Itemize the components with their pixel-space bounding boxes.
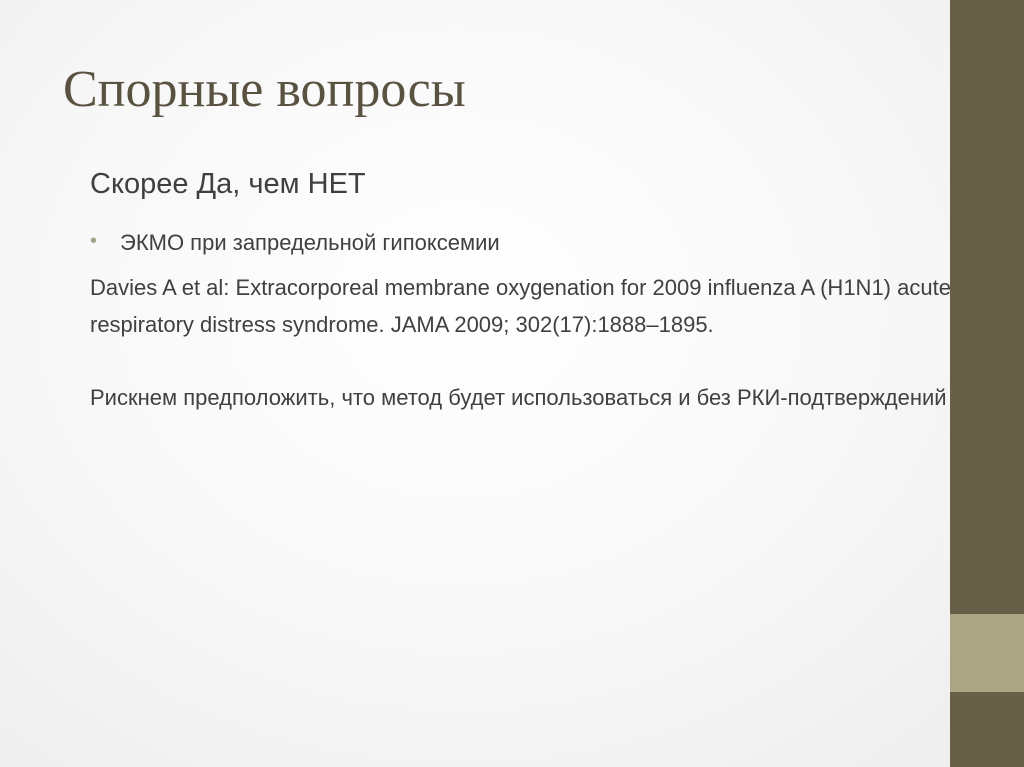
side-decoration-accent <box>950 614 1024 692</box>
bullet-icon: • <box>90 229 98 252</box>
slide-body <box>90 167 950 416</box>
slide-title: Спорные вопросы <box>63 61 466 118</box>
bullet-item <box>90 229 950 258</box>
slide-subtitle: Скорее Да, чем НЕТ <box>90 168 366 200</box>
reference-citation: Davies A et al: Extracorporeal membrane oxygenation for 2009 influenza A (H1N1) acute respiratory distress syndrome. JAMA 2009; 302(17):1888–1895. <box>90 275 951 338</box>
bullet-text: ЭКМО при запредельной гипоксемии <box>120 229 500 255</box>
conclusion-text: Рискнем предположить, что метод будет использоваться и без РКИ-подтверждений <box>90 385 947 411</box>
